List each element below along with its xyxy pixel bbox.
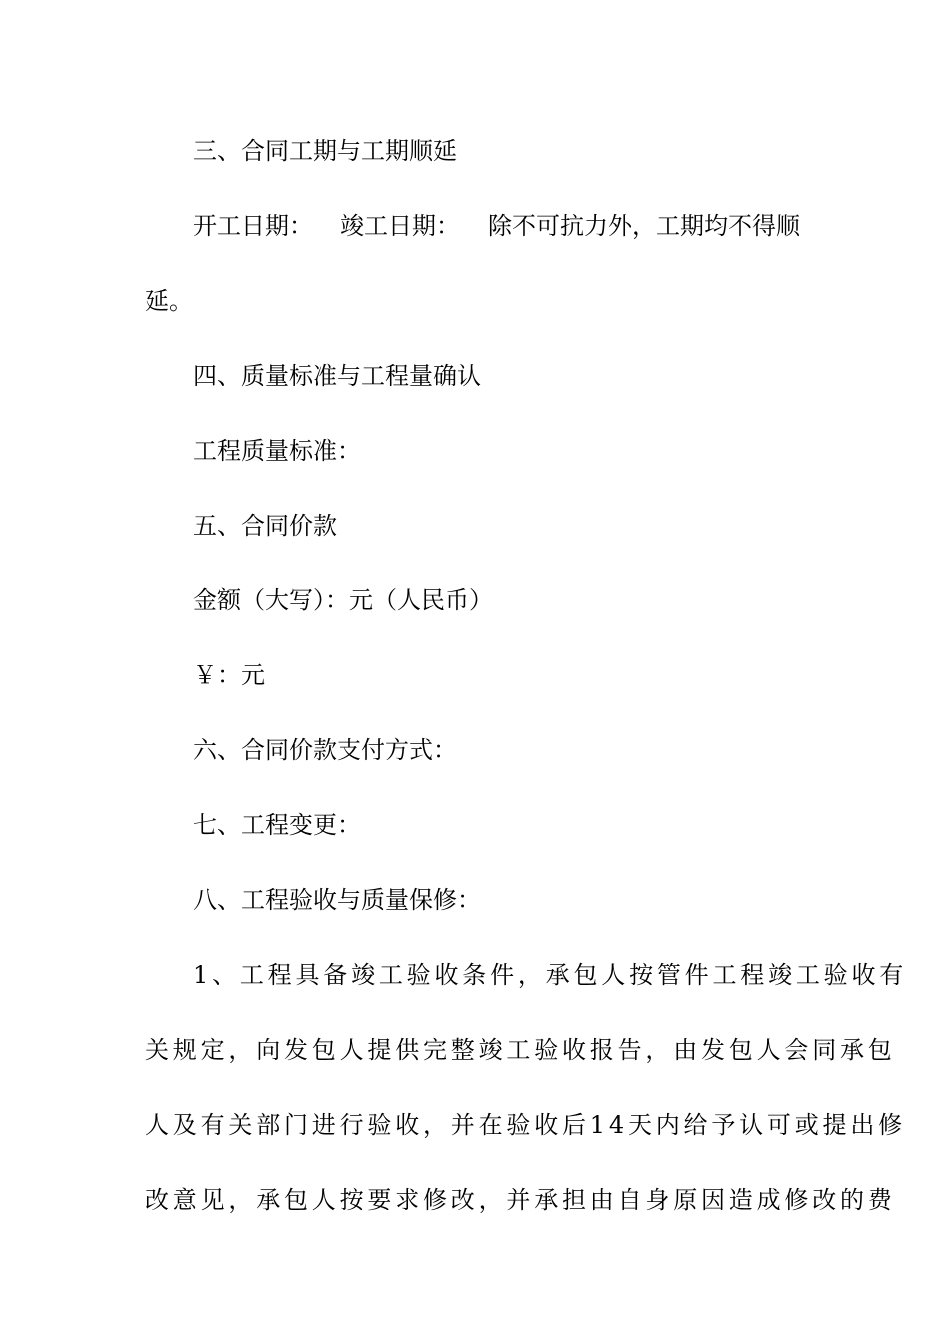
section-heading-3: 三、合同工期与工期顺延 (193, 137, 457, 165)
section-heading-4: 四、质量标准与工程量确认 (193, 362, 481, 390)
acceptance-clause-line-2: 关规定，向发包人提供完整竣工验收报告，由发包人会同承包 (145, 1036, 896, 1064)
extension-clause: 除不可抗力外，工期均不得顺 (488, 212, 800, 240)
section-heading-8: 八、工程验收与质量保修： (193, 886, 481, 914)
acceptance-clause-line-3: 人及有关部门进行验收，并在验收后14天内给予认可或提出修 (145, 1111, 906, 1139)
section-heading-5: 五、合同价款 (193, 512, 337, 540)
quality-standard-label: 工程质量标准： (193, 437, 361, 465)
section-heading-6: 六、合同价款支付方式： (193, 736, 457, 764)
amount-in-figures-label: ￥：元 (193, 661, 265, 689)
section-heading-7: 七、工程变更： (193, 811, 361, 839)
extension-clause-continued: 延。 (145, 287, 193, 315)
amount-in-words-label: 金额（大写）：元（人民币） (193, 586, 493, 614)
completion-date-label: 竣工日期： (340, 212, 460, 240)
acceptance-clause-line-1: 1、工程具备竣工验收条件，承包人按管件工程竣工验收有 (193, 961, 908, 989)
start-date-label: 开工日期： (193, 212, 313, 240)
acceptance-clause-line-4: 改意见，承包人按要求修改，并承担由自身原因造成修改的费 (145, 1186, 896, 1214)
